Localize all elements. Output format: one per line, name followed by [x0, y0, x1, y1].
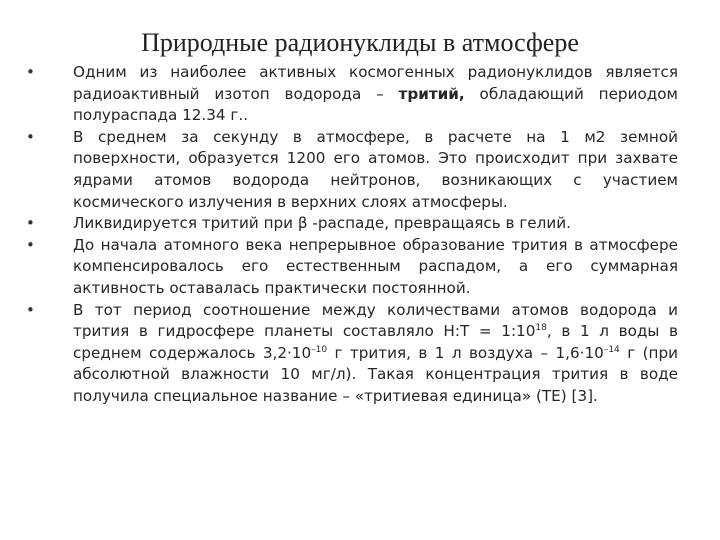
- bullet-text: [73, 62, 678, 127]
- bullet-icon: •: [26, 214, 35, 233]
- exponent: –10: [311, 344, 328, 355]
- bullet-formation-rate: [26, 127, 678, 213]
- bullet-text: До начала атомного века непрерывное образование трития в атмосфере компенсировалось его естественным распадом, а его суммарная активность оставалась практически постоянной.: [73, 235, 678, 297]
- tritium-term: тритий,: [398, 84, 465, 103]
- bullet-text: [73, 300, 678, 408]
- bullet-icon: •: [26, 63, 35, 81]
- text-segment: , в 1 л воды в среднем содержалось 3,2·10: [73, 322, 678, 362]
- bullet-icon: •: [26, 127, 35, 146]
- bullet-tritium-unit: [26, 300, 678, 408]
- text-segment: В тот период соотношение между количествами атомов водорода и трития в гидросфере планеты составляло Н:Т = 1:10: [73, 300, 678, 341]
- bullet-icon: •: [26, 300, 35, 319]
- exponent: 18: [535, 323, 547, 334]
- bullet-tritium-intro: [26, 62, 678, 127]
- exponent: –14: [603, 344, 620, 355]
- text-segment: Одним из наиболее активных космогенных радионуклидов является радиоактивный изотоп водорода –: [73, 63, 678, 103]
- slide-title: Природные радионуклиды в атмосфере: [141, 28, 579, 57]
- bullet-equilibrium: [26, 235, 678, 300]
- text-segment: г трития, в 1 л воздуха – 1,6·10: [327, 343, 604, 362]
- bullet-list: [26, 62, 678, 408]
- bullet-icon: •: [26, 235, 35, 254]
- bullet-beta-decay: [26, 213, 678, 235]
- bullet-text: Ликвидируется тритий при β -распаде, превращаясь в гелий.: [73, 214, 571, 233]
- text-segment: г (при абсолютной влажности 10 мг/л). Такая концентрация трития в воде получила специальное название – «тритиевая единица» (ТЕ) [3].: [73, 343, 678, 405]
- text-segment: обладающий периодом полураспада 12.34 г..: [73, 84, 678, 125]
- bullet-text: В среднем за секунду в атмосфере, в расчете на 1 м2 земной поверхности, образуется 1200 его атомов. Это происходит при захвате ядрами атомов водорода нейтронов, возникающих с участием космического излучения в верхних слоях атмосферы.: [73, 127, 678, 211]
